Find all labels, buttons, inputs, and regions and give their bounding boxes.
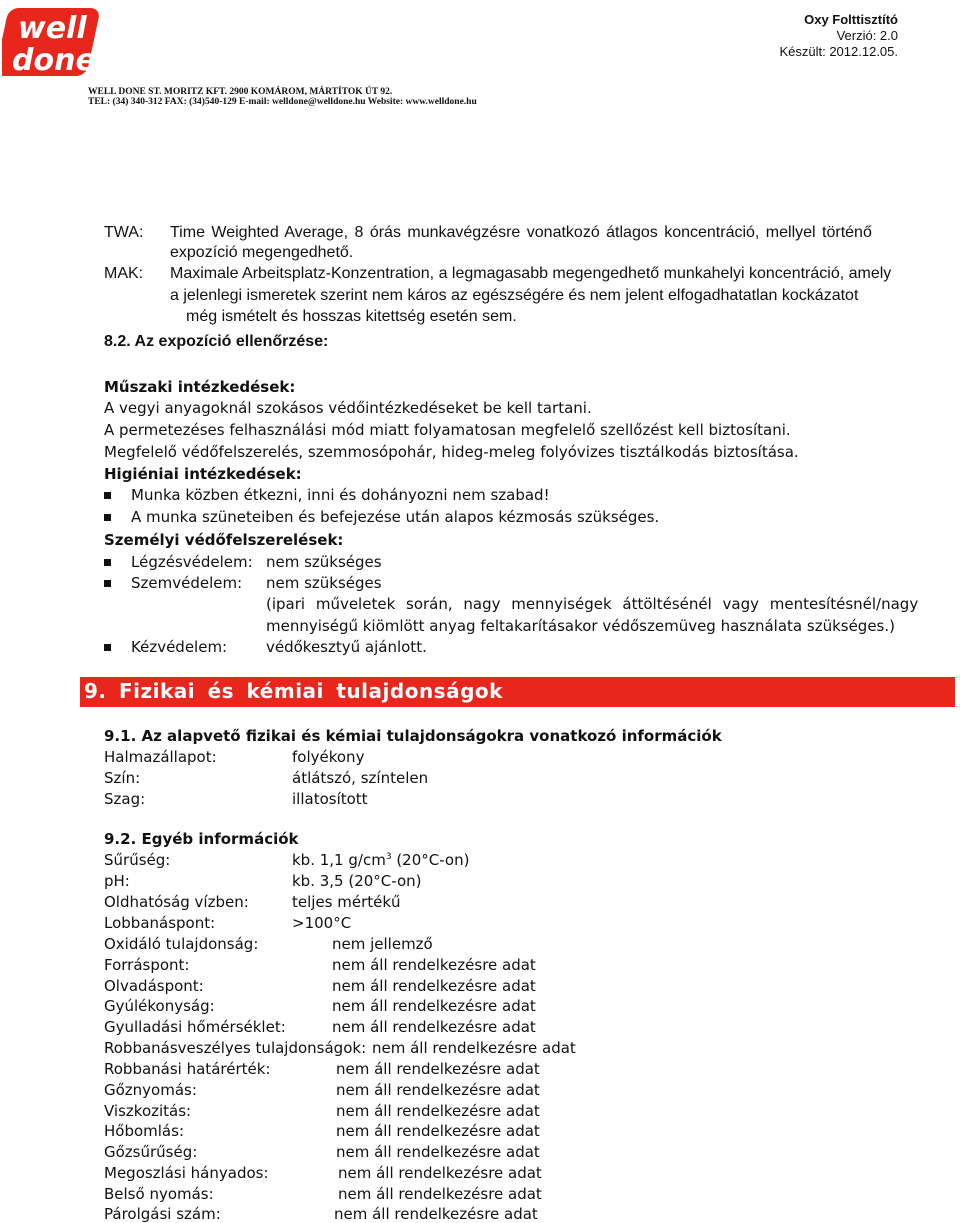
twa-key: TWA:: [104, 224, 144, 241]
prop-label: Oxidáló tulajdonság:: [104, 935, 259, 953]
prop-label: Robbanásveszélyes tulajdonságok:: [104, 1039, 367, 1057]
prop-label: Hőbomlás:: [104, 1122, 184, 1140]
svg-text:done: done: [12, 43, 96, 78]
section-8-2-heading: 8.2. Az expozíció ellenőrzése:: [104, 333, 329, 350]
bullet-icon: [104, 559, 111, 566]
prop-value: teljes mértékű: [292, 893, 401, 911]
company-contact: TEL: (34) 340-312 FAX: (34)540-129 E-mail: welldone@welldone.hu Website: www.welldone.hu: [88, 97, 477, 107]
prop-value: nem áll rendelkezésre adat: [336, 1060, 540, 1078]
prop-label: Lobbanáspont:: [104, 914, 216, 932]
prop-value: nem áll rendelkezésre adat: [332, 997, 536, 1015]
prop-label: Viszkozitás:: [104, 1102, 192, 1120]
prop-value: nem áll rendelkezésre adat: [336, 1143, 540, 1161]
tech-measures-heading: Műszaki intézkedések:: [104, 378, 296, 396]
svg-text:well: well: [18, 11, 87, 46]
product-name: Oxy Folttisztító: [804, 12, 898, 27]
hand-label: Kézvédelem:: [131, 638, 228, 656]
prop-value: nem áll rendelkezésre adat: [372, 1039, 576, 1057]
basic-value: átlátszó, színtelen: [292, 769, 429, 787]
prop-label: Gőznyomás:: [104, 1081, 197, 1099]
density-value: kb. 1,1 $g/cm^3$ (20°C-on): [292, 851, 470, 869]
ppe-heading: Személyi védőfelszerelések:: [104, 531, 344, 549]
prop-label: Robbanási határérték:: [104, 1060, 271, 1078]
company-address: WELL DONE ST. MORITZ KFT. 2900 KOMÁROM, MÁRTÍTOK ÚT 92.: [88, 87, 393, 97]
prop-value: kb. 3,5 (20°C-on): [292, 872, 422, 890]
basic-label: Szín:: [104, 769, 141, 787]
prop-value: nem áll rendelkezésre adat: [336, 1081, 540, 1099]
prop-value: nem áll rendelkezésre adat: [336, 1102, 540, 1120]
bullet-icon: [104, 644, 111, 651]
prop-label: Forráspont:: [104, 956, 190, 974]
prop-value: nem áll rendelkezésre adat: [332, 956, 536, 974]
hygiene-heading: Higiéniai intézkedések:: [104, 465, 302, 483]
hand-value: védőkesztyű ajánlott.: [266, 638, 427, 656]
hygiene-item-2: A munka szüneteiben és befejezése után alapos kézmosás szükséges.: [131, 508, 660, 526]
respiratory-value: nem szükséges: [266, 553, 382, 571]
prop-value: nem áll rendelkezésre adat: [338, 1185, 542, 1203]
prop-label: Megoszlási hányados:: [104, 1164, 269, 1182]
respiratory-label: Légzésvédelem:: [131, 553, 253, 571]
bullet-icon: [104, 492, 111, 499]
prop-label: Párolgási szám:: [104, 1205, 221, 1223]
prop-label: Oldhatóság vízben:: [104, 893, 249, 911]
tech-measure-1: A vegyi anyagoknál szokásos védőintézkedéseket be kell tartani.: [104, 399, 592, 417]
eye-note-2: mennyiségű kiömlött anyag feltakarításakor védőszemüveg használata szükséges.): [266, 617, 895, 635]
basic-value: illatosított: [292, 790, 368, 808]
basic-label: Szag:: [104, 790, 146, 808]
prop-value: nem jellemző: [332, 935, 433, 953]
version: Verzió: 2.0: [836, 28, 898, 43]
section-9-heading: 9. Fizikai és kémiai tulajdonságok: [84, 679, 503, 703]
section-9-1-heading: 9.1. Az alapvető fizikai és kémiai tulajdonságokra vonatkozó információk: [104, 727, 722, 745]
prop-value: nem áll rendelkezésre adat: [338, 1164, 542, 1182]
mak-line-2: a jelenlegi ismeretek szerint nem káros az egészségére és nem jelent elfogadhatatlan kockázatot: [170, 287, 859, 304]
prop-label: Belső nyomás:: [104, 1185, 214, 1203]
basic-value: folyékony: [292, 748, 365, 766]
prop-label: pH:: [104, 872, 130, 890]
prop-value: >100°C: [292, 914, 352, 932]
tech-measure-3: Megfelelő védőfelszerelés, szemmosópohár, hideg-meleg folyóvizes tisztálkodás biztosítása.: [104, 443, 799, 461]
created-date: Készült: 2012.12.05.: [779, 44, 898, 59]
mak-line-1: Maximale Arbeitsplatz-Konzentration, a legmagasabb megengedhető munkahelyi koncentráció, amely: [170, 265, 892, 282]
section-9-2-heading: 9.2. Egyéb információk: [104, 830, 299, 848]
bullet-icon: [104, 580, 111, 587]
well-done-logo: [2, 2, 112, 82]
tech-measure-2: A permetezéses felhasználási mód miatt folyamatosan megfelelő szellőzést kell biztosítani.: [104, 421, 791, 439]
prop-label: Olvadáspont:: [104, 977, 204, 995]
hygiene-item-1: Munka közben étkezni, inni és dohányozni nem szabad!: [131, 486, 550, 504]
prop-value: nem áll rendelkezésre adat: [332, 1018, 536, 1036]
prop-value: nem áll rendelkezésre adat: [336, 1122, 540, 1140]
mak-line-3: még ismételt és hosszas kitettség esetén sem.: [186, 308, 517, 325]
basic-label: Halmazállapot:: [104, 748, 217, 766]
bullet-icon: [104, 514, 111, 521]
prop-label: Gőzsűrűség:: [104, 1143, 198, 1161]
density-label: Sűrűség:: [104, 851, 171, 869]
twa-line-1: Time Weighted Average, 8 órás munkavégzésre vonatkozó átlagos koncentráció, mellyel történő: [170, 224, 872, 241]
document-meta: [779, 12, 898, 60]
eye-label: Szemvédelem:: [131, 574, 243, 592]
prop-label: Gyúlékonyság:: [104, 997, 215, 1015]
prop-value: nem áll rendelkezésre adat: [332, 977, 536, 995]
prop-value: nem áll rendelkezésre adat: [334, 1205, 538, 1223]
prop-label: Gyulladási hőmérséklet:: [104, 1018, 286, 1036]
section-9-bar: [80, 677, 955, 707]
eye-note-1: (ipari műveletek során, nagy mennyiségek áttöltésénél vagy mentesítésnél/nagy: [266, 595, 919, 613]
mak-key: MAK:: [104, 265, 144, 282]
twa-line-2: expozíció megengedhető.: [170, 244, 354, 261]
eye-value: nem szükséges: [266, 574, 382, 592]
